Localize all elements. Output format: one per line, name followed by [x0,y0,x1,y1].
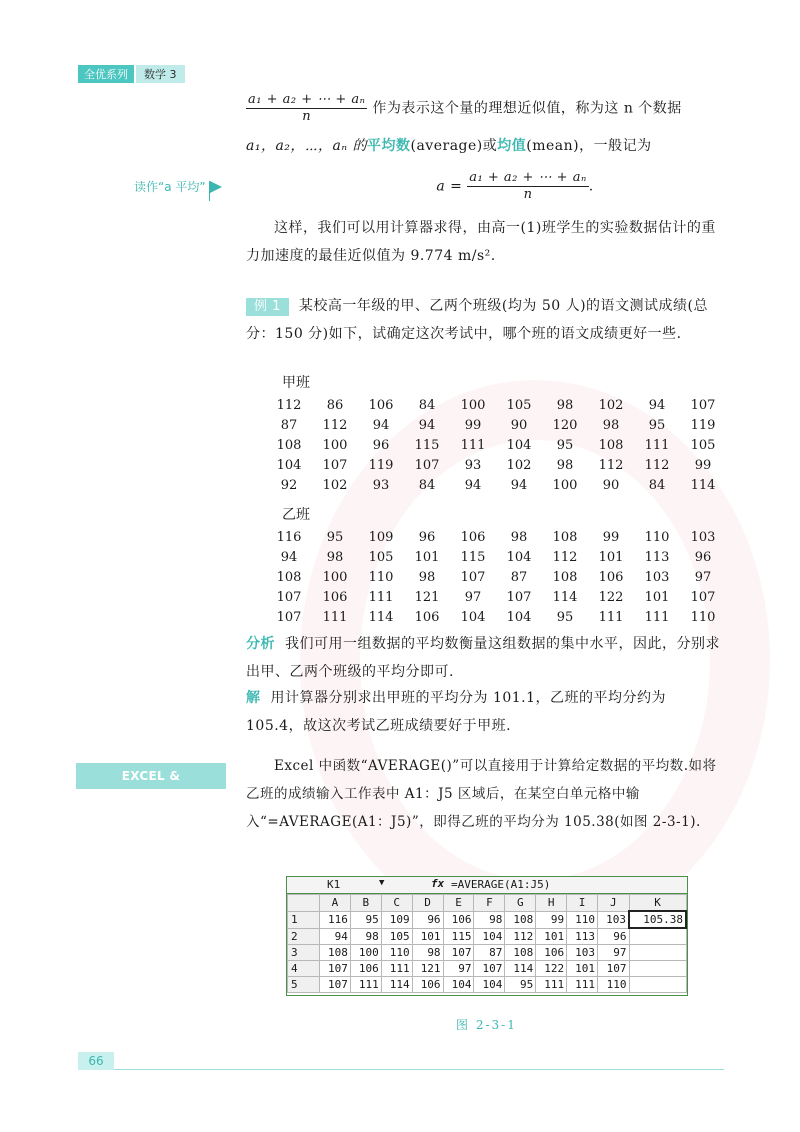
score-cell: 107 [322,458,348,473]
cell-reference: K1 [327,878,341,891]
score-cell: 98 [556,458,574,473]
sheet-cell[interactable]: 114 [381,977,412,993]
score-cell: 84 [418,478,436,493]
example-tag: 例 1 [246,298,289,316]
score-cell: 98 [326,550,344,565]
score-cell: 114 [368,610,394,625]
score-cell: 93 [464,458,482,473]
score-cell: 96 [694,550,712,565]
formula-fraction [467,170,588,203]
score-cell: 107 [276,610,302,625]
sheet-cell[interactable]: 108 [320,945,351,961]
class-a-label: 甲班 [282,375,310,391]
sheet-row [288,961,687,977]
score-cell: 102 [322,478,348,493]
score-cell: 119 [690,418,716,433]
intro-text: (average)或 [410,138,498,154]
sheet-cell[interactable]: 104 [474,928,505,945]
score-cell: 95 [556,438,574,453]
score-cell: 120 [552,418,578,433]
fraction-numerator: a₁ + a₂ + ⋯ + aₙ [248,92,366,107]
running-header [78,66,185,82]
score-cell: 112 [644,458,670,473]
sheet-cell[interactable]: 103 [598,911,630,928]
score-cell: 112 [552,550,578,565]
score-cell: 115 [414,438,440,453]
row-header: 4 [288,961,320,977]
column-header: I [567,895,598,912]
sheet-cell[interactable]: 106 [443,911,474,928]
score-cell: 94 [372,418,390,433]
score-cell: 92 [280,478,298,493]
score-cell: 86 [326,398,344,413]
sheet-cell[interactable]: 97 [443,961,474,977]
column-header: A [320,895,351,912]
score-cell: 110 [644,530,670,545]
score-cell: 97 [694,570,712,585]
score-cell: 95 [326,530,344,545]
fx-icon: fx [431,877,445,890]
score-cell: 94 [464,478,482,493]
score-cell: 111 [322,610,348,625]
sheet-cell[interactable]: 105 [381,928,412,945]
sheet-cell[interactable]: 98 [474,911,505,928]
score-cell: 101 [598,550,624,565]
score-cell: 98 [510,530,528,545]
book-title: 数学 3 [136,65,185,83]
score-cell: 109 [368,530,394,545]
score-cell: 108 [552,570,578,585]
page-number: 66 [78,1052,114,1070]
column-header: G [505,895,536,912]
score-cell: 102 [506,458,532,473]
score-cell: 106 [368,398,394,413]
analysis [246,630,724,686]
series-label: 全优系列 [78,65,134,83]
sheet-cell[interactable] [629,977,686,993]
score-cell: 107 [414,458,440,473]
score-cell: 90 [602,478,620,493]
score-cell: 116 [276,530,302,545]
score-cell: 104 [506,550,532,565]
sheet-cell[interactable]: 97 [598,945,630,961]
sheet-cell[interactable]: 95 [350,911,381,928]
fraction-numerator: a₁ + a₂ + ⋯ + aₙ [469,170,587,185]
spreadsheet-grid [287,894,687,993]
sheet-cell[interactable]: 107 [320,961,351,977]
sheet-cell[interactable]: 111 [567,977,598,993]
score-cell: 107 [690,398,716,413]
sheet-cell[interactable]: 98 [412,945,443,961]
score-cell: 107 [276,590,302,605]
margin-note [134,178,222,195]
sheet-row [288,945,687,961]
score-cell: 107 [460,570,486,585]
sheet-row [288,928,687,945]
sheet-cell[interactable]: 106 [350,961,381,977]
score-cell: 95 [648,418,666,433]
score-cell: 94 [510,478,528,493]
row-header: 3 [288,945,320,961]
sheet-cell[interactable]: 94 [320,928,351,945]
score-cell: 98 [556,398,574,413]
sheet-cell[interactable]: 111 [350,977,381,993]
score-cell: 96 [372,438,390,453]
sheet-cell[interactable]: 95 [505,977,536,993]
score-cell: 99 [694,458,712,473]
column-header: F [474,895,505,912]
score-cell: 119 [368,458,394,473]
sheet-cell[interactable]: 116 [320,911,351,928]
score-cell: 105 [368,550,394,565]
score-cell: 115 [460,550,486,565]
sheet-cell[interactable]: 109 [381,911,412,928]
sheet-cell[interactable]: 103 [567,945,598,961]
sheet-row [288,911,687,928]
intro-line-1 [246,92,724,125]
example-text: 某校高一年级的甲、乙两个班级(均为 50 人)的语文测试成绩(总分：150 分)如下，试确定这次考试中，哪个班的语文成绩更好一些. [246,298,709,342]
score-cell: 104 [460,610,486,625]
sheet-cell[interactable]: 106 [536,945,567,961]
sheet-cell[interactable]: 99 [536,911,567,928]
score-cell: 108 [276,438,302,453]
figure-caption: 图 2-3-1 [456,1018,517,1032]
score-cell: 107 [690,590,716,605]
sheet-cell[interactable]: 111 [381,961,412,977]
solution [246,684,724,740]
score-cell: 110 [690,610,716,625]
analysis-label: 分析 [246,636,275,652]
class-a-scores [266,396,726,496]
score-cell: 121 [414,590,440,605]
formula-lhs: a = [436,178,463,195]
sheet-cell[interactable]: 110 [567,911,598,928]
score-cell: 103 [644,570,670,585]
score-cell: 111 [460,438,486,453]
formula-end: . [588,178,594,195]
score-cell: 106 [322,590,348,605]
score-cell: 95 [556,610,574,625]
intro-text: a₁，a₂，⋯，aₙ 的 [246,138,367,154]
score-cell: 84 [418,398,436,413]
sheet-cell[interactable]: 110 [381,945,412,961]
sheet-cell[interactable]: 107 [443,945,474,961]
score-cell: 112 [322,418,348,433]
row-header: 5 [288,977,320,993]
score-cell: 111 [644,438,670,453]
column-header: H [536,895,567,912]
term-average: 均值 [497,138,527,154]
formula-bar [287,877,687,894]
sheet-cell[interactable]: 108 [505,945,536,961]
sheet-cell[interactable]: 108 [505,911,536,928]
sheet-cell[interactable]: 100 [350,945,381,961]
sheet-cell[interactable]: 104 [443,977,474,993]
sheet-cell[interactable]: 122 [536,961,567,977]
score-cell: 98 [602,418,620,433]
example-1 [246,292,724,348]
score-cell: 98 [418,570,436,585]
sheet-cell[interactable]: 106 [412,977,443,993]
score-cell: 104 [506,438,532,453]
class-b-scores [266,528,726,628]
column-header: K [629,895,686,912]
score-cell: 101 [414,550,440,565]
score-cell: 94 [280,550,298,565]
sheet-cell[interactable] [629,961,686,977]
score-cell: 96 [418,530,436,545]
score-cell: 108 [552,530,578,545]
sheet-cell[interactable]: 96 [412,911,443,928]
score-cell: 112 [598,458,624,473]
paragraph-2: 这样，我们可以用计算器求得，由高一(1)班学生的实验数据估计的重力加速度的最佳近似值为 9.774 m/s². [246,220,716,264]
intro-line-2 [246,132,724,160]
solution-label: 解 [246,690,261,706]
fraction-denominator: n [302,109,312,124]
sheet-cell[interactable]: 111 [536,977,567,993]
score-cell: 102 [598,398,624,413]
footer-rule [78,1069,724,1070]
flag-icon [210,181,222,193]
score-cell: 106 [414,610,440,625]
sheet-cell[interactable]: 98 [350,928,381,945]
sheet-cell[interactable] [629,945,686,961]
score-cell: 106 [460,530,486,545]
score-cell: 106 [598,570,624,585]
score-cell: 105 [506,398,532,413]
column-header: B [350,895,381,912]
formula-text: =AVERAGE(A1:J5) [451,878,551,891]
score-cell: 99 [464,418,482,433]
row-header: 1 [288,911,320,928]
sheet-cell[interactable]: 101 [412,928,443,945]
score-cell: 103 [690,530,716,545]
analysis-text: 我们可用一组数据的平均数衡量这组数据的集中水平，因此，分别求出甲、乙两个班级的平均分即可. [246,636,720,680]
column-header: C [381,895,412,912]
sheet-cell[interactable]: 107 [320,977,351,993]
sheet-cell[interactable] [629,928,686,945]
mean-formula [246,170,724,203]
score-cell: 87 [510,570,528,585]
score-cell: 110 [368,570,394,585]
score-cell: 97 [464,590,482,605]
score-cell: 107 [506,590,532,605]
sheet-cell[interactable]: 87 [474,945,505,961]
spreadsheet-figure [286,876,688,996]
sheet-cell[interactable]: 113 [567,928,598,945]
sheet-cell[interactable]: 101 [567,961,598,977]
column-header: J [598,895,630,912]
score-cell: 100 [322,570,348,585]
excel-paragraph: Excel 中函数“AVERAGE()”可以直接用于计算给定数据的平均数.如将乙班的成绩输入工作表中 A1：J5 区域后，在某空白单元格中输入“=AVERAGE(A1：J5)”，即得乙班的平均分为 105.38(如图 2-3-1). [246,758,717,830]
row-header: 2 [288,928,320,945]
sheet-cell[interactable]: 121 [412,961,443,977]
score-cell: 111 [644,610,670,625]
intro-text: (mean)，一般记为 [526,138,652,154]
sheet-cell[interactable]: 115 [443,928,474,945]
class-b-label: 乙班 [282,507,310,523]
score-cell: 112 [276,398,302,413]
sheet-cell[interactable]: 107 [598,961,630,977]
score-cell: 100 [460,398,486,413]
solution-text: 用计算器分别求出甲班的平均分为 101.1，乙班的平均分约为 105.4，故这次考试乙班成绩要好于甲班. [246,690,667,734]
score-cell: 113 [644,550,670,565]
score-cell: 100 [552,478,578,493]
score-cell: 93 [372,478,390,493]
column-header: E [443,895,474,912]
score-cell: 84 [648,478,666,493]
excel-calculator-badge: EXCEL & CALCULATOR [76,763,226,789]
sheet-row [288,977,687,993]
score-cell: 122 [598,590,624,605]
score-cell: 114 [690,478,716,493]
score-cell: 104 [276,458,302,473]
score-cell: 90 [510,418,528,433]
score-cell: 94 [648,398,666,413]
sheet-cell[interactable]: 96 [598,928,630,945]
margin-note-text: 读作“a 平均” [134,180,206,194]
score-cell: 111 [598,610,624,625]
intro-text: 作为表示这个量的理想近似值，称为这 n 个数据 [372,100,682,117]
mean-fraction [246,92,367,125]
score-cell: 108 [276,570,302,585]
sheet-cell[interactable]: 107 [474,961,505,977]
score-cell: 87 [280,418,298,433]
selected-cell[interactable]: 105.38 [629,911,686,928]
term-mean: 平均数 [367,138,411,154]
sheet-cell[interactable]: 104 [474,977,505,993]
column-header: D [412,895,443,912]
score-cell: 100 [322,438,348,453]
sheet-cell[interactable]: 112 [505,928,536,945]
score-cell: 114 [552,590,578,605]
sheet-cell[interactable]: 101 [536,928,567,945]
fraction-denominator: n [523,187,533,202]
score-cell: 99 [602,530,620,545]
score-cell: 94 [418,418,436,433]
score-cell: 105 [690,438,716,453]
score-cell: 101 [644,590,670,605]
score-cell: 111 [368,590,394,605]
sheet-cell[interactable]: 114 [505,961,536,977]
dropdown-arrow-icon: ▼ [379,878,385,888]
score-cell: 104 [506,610,532,625]
score-cell: 108 [598,438,624,453]
sheet-cell[interactable]: 110 [598,977,630,993]
corner-cell [288,895,320,912]
